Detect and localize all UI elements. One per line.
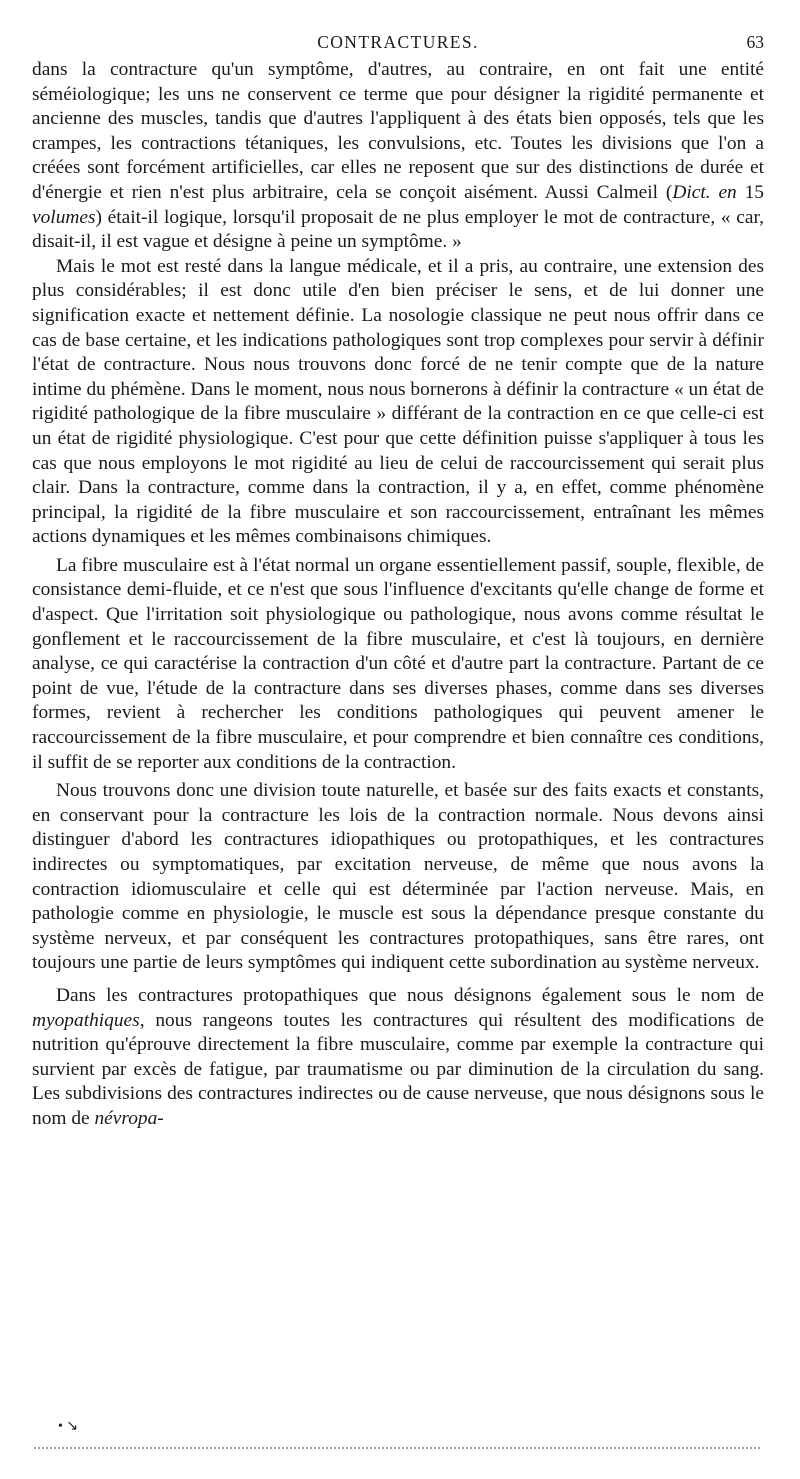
- paragraph-4: Nous trouvons donc une division toute naturelle, et basée sur des faits exacts et constants, en conservant pour la contracture les lois de la contraction normale. Nous devons ainsi distinguer d'abord les contractures idiopathiques ou protopathiques, et les contractures indirectes ou symptomatiques, par excitation nerveuse, de même que nous avons la contraction idiomusculaire et celle qui est déterminée par l'action nerveuse. Mais, en pathologie comme en physiologie, le muscle est sous la dépendance presque constante du système nerveux, et par conséquent les contractures protopathiques, sans être rares, ont toujours une partie de leurs symptômes qui indiquent cette subordination au système nerveux.: [32, 780, 764, 974]
- body-text: [32, 58, 764, 1132]
- citation-dict: Dict. en: [672, 181, 737, 203]
- page-number: 63: [746, 32, 764, 52]
- term-myopathiques: myopathiques: [32, 1009, 140, 1031]
- paragraph-1-text-a: dans la contracture qu'un symptôme, d'autres, au contraire, en ont fait une entité séméiologique; les uns ne conservent ce terme que pour désigner la rigidité permanente et ancienne des muscles, tandis que d'autres l'appliquent à des états bien opposés, tels que les crampes, les contractions tétaniques, les convulsions, etc. Toutes les divisions que l'on a créées sont forcément artificielles, car elles ne reposent que sur des distinctions de durée et d'énergie et rien n'est plus arbitraire, cela se conçoit aisément. Aussi Calmeil (: [32, 59, 764, 203]
- paragraph-5-text-b: , nous rangeons toutes les contractures qui résultent des modifications de nutrition qu'éprouve directement la fibre musculaire, comme par exemple la contracture qui survient par excès de fatigue, par traumatisme ou par diminution de la circulation du sang. Les subdivisions des contractures indirectes ou de cause nerveuse, que nous désignons sous le nom de: [32, 1009, 764, 1129]
- citation-volumes: volumes: [32, 206, 96, 228]
- citation-number: 15: [736, 181, 764, 203]
- paragraph-2: Mais le mot est resté dans la langue médicale, et il a pris, au contraire, une extension des plus considérables; il est donc utile d'en bien préciser le sens, et de lui donner une signification exacte et nettement définie. La nosologie classique ne peut nous offrir dans ce cas de base certaine, et les indications pathologiques sont trop complexes pour servir à définir l'état de contracture. Nous nous trouvons donc forcé de ne tenir compte que de la nature intime du phémène. Dans le moment, nous nous bornerons à définir la contracture « un état de rigidité pathologique de la fibre musculaire » différant de la contraction en ce que celle-ci est un état de rigidité physiologique. C'est pour que cette définition puisse s'appliquer à tous les cas que nous employons le mot rigidité au lieu de celui de raccourcissement qui serait plus clair. Dans la contracture, comme dans la contraction, il y a, en effet, comme phénomène principal, la rigidité de la fibre musculaire et son raccourcissement, entraînant les mêmes actions dynamiques et les mêmes combinaisons chimiques.: [32, 255, 764, 548]
- print-specks: • ↘: [58, 1419, 79, 1434]
- paragraph-3: La fibre musculaire est à l'état normal un organe essentiellement passif, souple, flexible, de consistance demi-fluide, et ce n'est que sous l'influence d'excitants qu'elle change de forme et d'aspect. Que l'irritation soit physiologique ou pathologique, nous avons comme résultat le gonflement et le raccourcissement de la fibre musculaire, et c'est là toujours, en dernière analyse, ce qui caractérise la contraction d'un côté et d'autre part la contracture. Partant de ce point de vue, l'étude de la contracture dans ses diverses phases, comme dans ses diverses formes, revient à rechercher les conditions pathologiques qui peuvent amener le raccourcissement de la fibre musculaire, et pour comprendre et bien connaître ces conditions, il suffit de se reporter aux conditions de la contraction.: [32, 554, 764, 773]
- paragraph-1: [32, 58, 764, 255]
- paragraph-5-text-a: Dans les contractures protopathiques que nous désignons également sous le nom de: [56, 984, 764, 1006]
- page-header: [32, 28, 764, 58]
- bottom-dotted-rule: [34, 1447, 760, 1449]
- running-title: CONTRACTURES.: [317, 32, 479, 52]
- paragraph-1-text-b: ) était-il logique, lorsqu'il proposait de ne plus employer le mot de contracture, « car, disait-il, il est vague et désigne à peine un symptôme. »: [32, 206, 764, 253]
- term-nevropa: névropa-: [94, 1107, 164, 1129]
- paragraph-5: [32, 984, 764, 1132]
